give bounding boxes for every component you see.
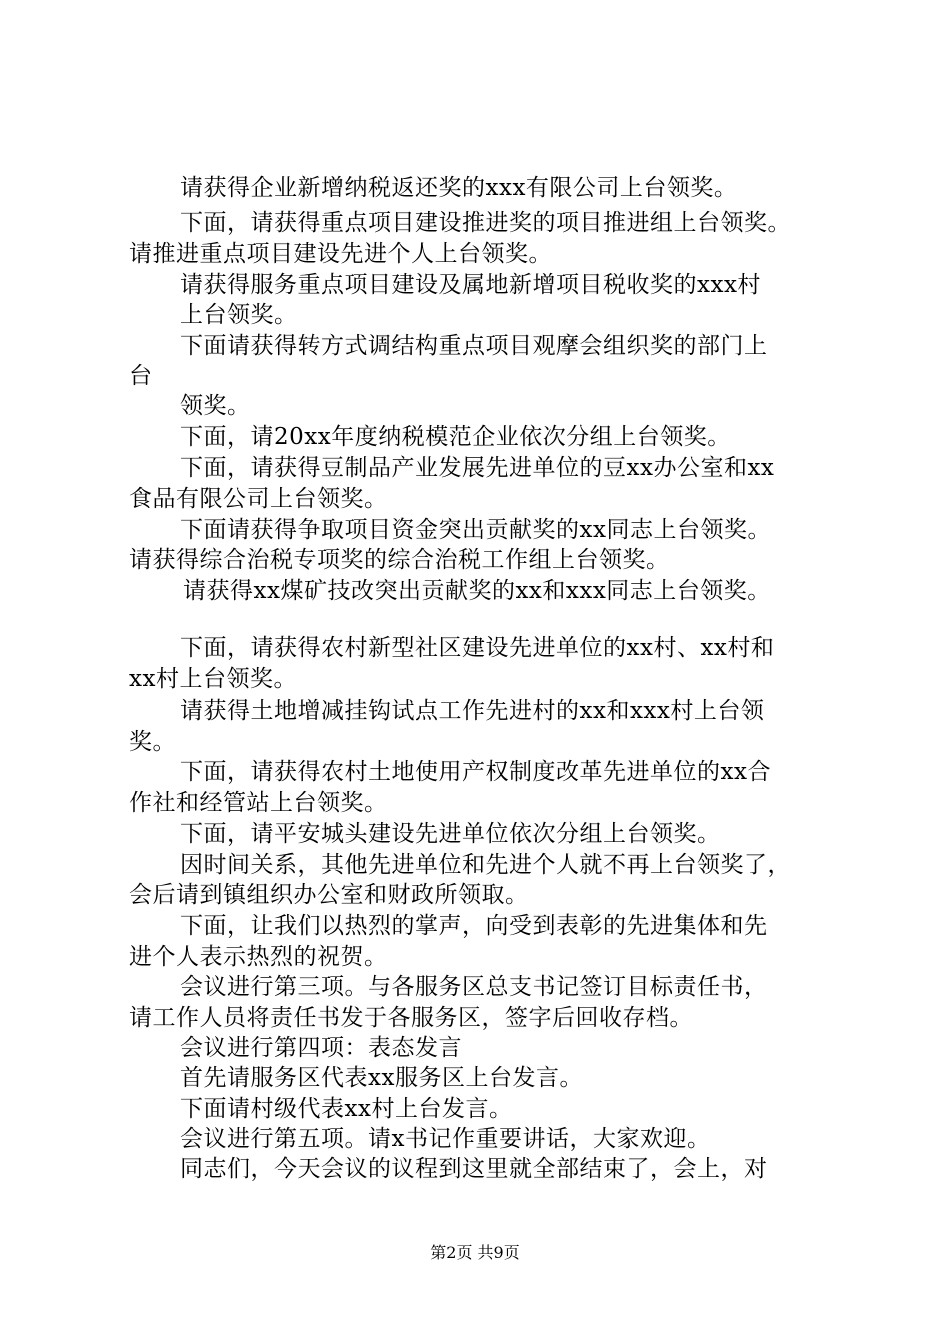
text-line: 请工作人员将责任书发于各服务区，签字后回收存档。 — [129, 1005, 693, 1031]
text-line: 下面请获得争取项目资金突出贡献奖的xx同志上台领奖。 — [180, 517, 771, 543]
text-line: 同志们，今天会议的议程到这里就全部结束了，会上，对 — [180, 1156, 768, 1182]
text-line: 领奖。 — [180, 393, 251, 419]
text-line: 会议进行第三项。与各服务区总支书记签订目标责任书， — [180, 974, 768, 1000]
text-line: 首先请服务区代表xx服务区上台发言。 — [180, 1065, 583, 1091]
text-line: 下面，让我们以热烈的掌声，向受到表彰的先进集体和先 — [180, 913, 768, 939]
text-line: 请获得服务重点项目建设及属地新增项目税收奖的xxx村 — [180, 272, 761, 298]
text-line: 下面，请20xx年度纳税模范企业依次分组上台领奖。 — [180, 424, 731, 450]
text-line: 请获得企业新增纳税返还奖的xxx有限公司上台领奖。 — [180, 175, 738, 201]
page-footer: 第2页 共9页 — [430, 1243, 520, 1262]
text-line: 下面，请获得农村土地使用产权制度改革先进单位的xx合 — [180, 759, 771, 785]
text-line: 因时间关系，其他先进单位和先进个人就不再上台领奖了， — [180, 852, 791, 878]
text-line: 下面请获得转方式调结构重点项目观摩会组织奖的部门上 — [180, 333, 768, 359]
text-line: 请获得xx煤矿技改突出贡献奖的xx和xxx同志上台领奖。 — [183, 578, 771, 604]
text-line: 下面，请获得豆制品产业发展先进单位的豆xx办公室和xx — [180, 455, 775, 481]
text-line: 作社和经管站上台领奖。 — [129, 790, 388, 816]
text-line: 会后请到镇组织办公室和财政所领取。 — [129, 882, 529, 908]
text-line: 进个人表示热烈的祝贺。 — [129, 944, 388, 970]
text-line: 下面，请获得重点项目建设推进奖的项目推进组上台领奖。 — [180, 210, 791, 236]
text-line: 会议进行第四项：表态发言 — [180, 1035, 462, 1061]
text-line: 会议进行第五项。请x书记作重要讲话，大家欢迎。 — [180, 1126, 711, 1152]
text-line: 下面，请获得农村新型社区建设先进单位的xx村、xx村和 — [180, 635, 775, 661]
text-line: 请获得土地增减挂钩试点工作先进村的xx和xxx村上台领 — [180, 698, 765, 724]
text-line: 奖。 — [129, 729, 176, 755]
text-line: 食品有限公司上台领奖。 — [129, 486, 388, 512]
text-line: xx村上台领奖。 — [129, 666, 297, 692]
text-line: 台 — [129, 363, 153, 389]
text-line: 请获得综合治税专项奖的综合治税工作组上台领奖。 — [129, 547, 670, 573]
text-line: 下面，请平安城头建设先进单位依次分组上台领奖。 — [180, 821, 721, 847]
text-line: 请推进重点项目建设先进个人上台领奖。 — [129, 241, 552, 267]
text-line: 下面请村级代表xx村上台发言。 — [180, 1096, 513, 1122]
text-line: 上台领奖。 — [180, 302, 298, 328]
